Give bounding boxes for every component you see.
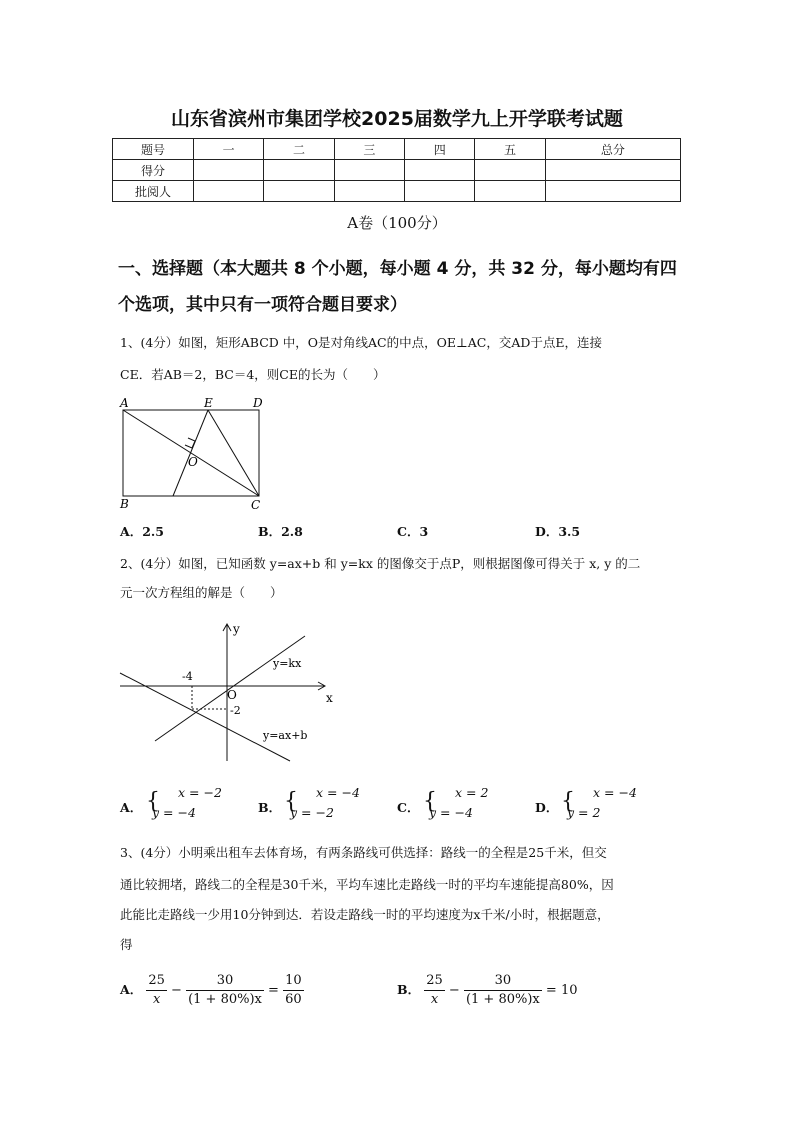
q3-text-line3: 此能比走路线一少用10分钟到达．若设走路线一时的平均速度为x千米/小时，根据题意， (120, 907, 610, 922)
q2-option-d[interactable]: { x = −4 y = 2 (561, 785, 637, 820)
table-cell[interactable] (334, 160, 404, 181)
table-cell: 二 (264, 139, 334, 160)
q1-option-d[interactable]: D．3.5 (535, 524, 581, 539)
table-cell[interactable] (405, 160, 475, 181)
section-title: A卷（100分） (347, 214, 447, 232)
q2-option-d-label[interactable]: D． (535, 800, 559, 815)
table-cell[interactable] (545, 181, 680, 202)
segment-eo (173, 410, 208, 496)
q3-option-a[interactable]: A． $\frac{25}{x}$ − $\frac{30}{(1 + 80\%)x}$ = $\frac{10}{60}$ (120, 973, 302, 1007)
table-cell[interactable] (405, 181, 475, 202)
label-b: B (120, 497, 129, 511)
brace-icon: { (423, 789, 437, 814)
q2-option-a[interactable]: { x = −2 y = −4 (146, 785, 222, 820)
label-origin: O (227, 688, 237, 702)
label-c: C (251, 498, 261, 512)
q1-option-a[interactable]: A．2.5 (120, 524, 164, 539)
table-cell[interactable] (545, 160, 680, 181)
q1-option-b[interactable]: B．2.8 (258, 524, 303, 539)
table-cell[interactable] (264, 160, 334, 181)
page-title: 山东省滨州市集团学校2025届数学九上开学联考试题 (171, 108, 623, 130)
table-cell: 总分 (545, 139, 680, 160)
table-row (113, 160, 681, 181)
section-heading: 一、选择题（本大题共 8 个小题，每小题 4 分，共 32 分，每小题均有四个选项，其中只有一项符合题目要求） (118, 259, 677, 315)
q2-option-a-label[interactable]: A． (120, 800, 143, 815)
label-axb: y=ax+b (263, 729, 308, 742)
q1-text-line2: CE．若AB＝2，BC＝4，则CE的长为（ ） (120, 367, 386, 382)
table-cell[interactable] (334, 181, 404, 202)
label-neg2: -2 (230, 704, 241, 717)
label-e: E (204, 396, 213, 410)
segment-ce (208, 410, 259, 496)
q2-option-c[interactable]: { x = 2 y = −4 (423, 785, 489, 820)
label-y: y (233, 622, 240, 636)
table-cell: 一 (194, 139, 264, 160)
table-row (113, 181, 681, 202)
q2-option-c-label[interactable]: C． (397, 800, 420, 815)
score-table-header (113, 139, 681, 160)
brace-icon: { (561, 789, 575, 814)
table-cell[interactable] (194, 181, 264, 202)
q3-option-b[interactable]: B． $\frac{25}{x}$ − $\frac{30}{(1 + 80\%)x}$ = 10 (397, 973, 578, 1007)
q2-option-b[interactable]: { x = −4 y = −2 (284, 785, 360, 820)
q1-option-c[interactable]: C．3 (397, 524, 429, 539)
table-cell: 题号 (113, 139, 194, 160)
q2-option-b-label[interactable]: B． (258, 800, 282, 815)
score-table (112, 138, 681, 202)
q2-figure (115, 616, 345, 766)
q2-text-line1: 2、(4分）如图，已知函数 y=ax+b 和 y=kx 的图像交于点P，则根据图像可得关于 x, y 的二 (120, 556, 641, 571)
table-cell[interactable] (264, 181, 334, 202)
label-x: x (326, 691, 333, 705)
table-cell: 四 (405, 139, 475, 160)
label-d: D (253, 396, 263, 410)
table-cell: 五 (475, 139, 545, 160)
label-a: A (120, 396, 129, 410)
table-cell[interactable] (475, 181, 545, 202)
label-neg4: -4 (182, 670, 193, 683)
table-cell[interactable] (475, 160, 545, 181)
q2-text-line2: 元一次方程组的解是（ ） (120, 585, 283, 600)
fraction: $\frac{25}{x}$ (148, 973, 165, 1007)
table-cell: 三 (334, 139, 404, 160)
fraction: $\frac{10}{60}$ (285, 973, 302, 1007)
q1-text-line1: 1、(4分）如图，矩形ABCD 中，O是对角线AC的中点，OE⊥AC，交AD于点E，连接 (120, 335, 603, 350)
table-cell[interactable] (194, 160, 264, 181)
fraction: $\frac{30}{(1 + 80\%)x}$ (188, 973, 262, 1007)
brace-icon: { (284, 789, 298, 814)
q3-text-line4: 得 (120, 937, 133, 952)
fraction: $\frac{25}{x}$ (426, 973, 443, 1007)
label-o: O (188, 455, 198, 469)
table-cell: 得分 (113, 160, 194, 181)
q1-figure (112, 392, 282, 514)
brace-icon: { (146, 789, 160, 814)
fraction: $\frac{30}{(1 + 80\%)x}$ (465, 973, 540, 1007)
table-cell: 批阅人 (113, 181, 194, 202)
label-kx: y=kx (273, 657, 302, 670)
q3-text-line2: 通比较拥堵，路线二的全程是30千米，平均车速比走路线一时的平均车速能提高80%，因 (120, 877, 614, 892)
q3-text-line1: 3、(4分）小明乘出租车去体育场，有两条路线可供选择：路线一的全程是25千米，但交 (120, 845, 607, 860)
